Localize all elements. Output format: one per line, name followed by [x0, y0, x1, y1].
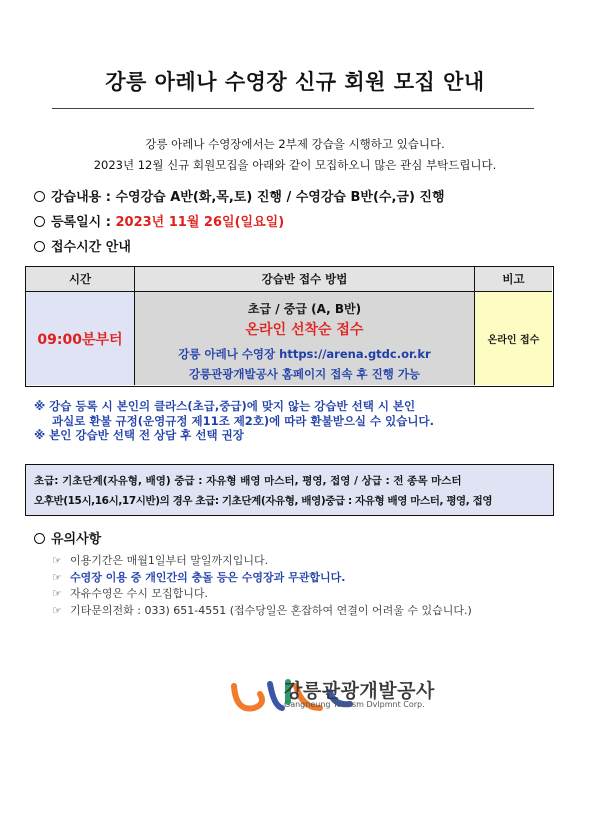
notes-heading: [34, 528, 101, 547]
notes-list: [52, 553, 472, 619]
notes-title: 유의사항: [51, 532, 102, 547]
logo-name-english: Gangneung Tourism Dvlpmnt Corp.: [284, 700, 425, 709]
list-item: [52, 570, 472, 587]
intro-text: [30, 134, 560, 176]
date-label: 등록일시 :: [51, 215, 116, 230]
date-value: 2023년 11월 26일(일요일): [115, 215, 285, 230]
logo-name-korean: 강릉관광개발공사: [284, 680, 435, 702]
method-cell: [135, 292, 475, 385]
header-time: 시간: [26, 267, 135, 292]
registration-table: [25, 266, 554, 387]
list-item: [52, 553, 472, 570]
warning-line-2: 과실로 환불 규정(운영규정 제11조 제2호)에 따라 환불받으실 수 있습니다.: [52, 413, 434, 428]
level-line-2: 오후반(15시,16시,17시반)의 경우 초급: 기초단계(자유형, 배영)중급 : 자유형 배영 마스터, 평영, 접영: [34, 495, 493, 507]
note-text: 이용기간은 매월1일부터 말일까지입니다.: [70, 554, 269, 567]
reception-time-heading: [34, 236, 131, 255]
header-method: 강습반 접수 방법: [135, 267, 475, 292]
note-text: 자유수영은 수시 모집합니다.: [70, 587, 209, 600]
title-divider: [52, 108, 534, 109]
warning-line-1: ※ 강습 등록 시 본인의 클라스(초급,중급)에 맞지 않는 강습반 선택 시 본인: [34, 399, 416, 413]
circle-bullet-icon: [34, 533, 45, 544]
note-cell: 온라인 접수: [475, 292, 552, 385]
time-cell: 09:00분부터: [26, 292, 135, 385]
pointing-hand-icon: ☞: [52, 570, 62, 584]
logo-shape-orange: [234, 686, 262, 709]
course-text: 강습내용 : 수영강습 A반(화,목,토) 진행 / 수영강습 B반(수,금) 진행: [51, 190, 445, 205]
level-line-1: 초급: 기초단계(자유형, 배영) 중급 : 자유형 배영 마스터, 평영, 접영 / 상급 : 전 종목 마스터: [34, 475, 462, 487]
circle-bullet-icon: [34, 241, 45, 252]
logo-shape-blue: [270, 684, 282, 708]
page-title: 강릉 아레나 수영장 신규 회원 모집 안내: [105, 70, 485, 94]
intro-line-1: 강릉 아레나 수영장에서는 2부제 강습을 시행하고 있습니다.: [145, 137, 445, 151]
warning-line-3: ※ 본인 강습반 선택 전 상담 후 선택 권장: [34, 428, 244, 442]
list-item: [52, 603, 472, 620]
circle-bullet-icon: [34, 191, 45, 202]
reception-time-text: 접수시간 안내: [51, 240, 131, 255]
circle-bullet-icon: [34, 216, 45, 227]
method-level: 초급 / 중급 (A, B반): [247, 302, 362, 316]
pointing-hand-icon: ☞: [52, 587, 62, 600]
method-homepage: 강릉관광개발공사 홈페이지 접속 후 진행 가능: [188, 367, 421, 381]
pointing-hand-icon: ☞: [52, 603, 62, 617]
method-online: 온라인 선착순 접수: [245, 322, 364, 338]
warning-notes: [34, 399, 554, 443]
registration-date: [34, 211, 284, 230]
note-text: 기타문의전화 : 033) 651-4551 (접수당일은 혼잡하여 연결이 어려울 수 있습니다.): [70, 603, 472, 617]
intro-line-2: 2023년 12월 신규 회원모집을 아래와 같이 모집하오니 많은 관심 부탁드립니다.: [93, 158, 497, 172]
pointing-hand-icon: ☞: [52, 554, 62, 567]
note-text: 수영장 이용 중 개인간의 충돌 등은 수영장과 무관합니다.: [70, 570, 346, 584]
method-website: 강릉 아레나 수영장 https://arena.gtdc.or.kr: [178, 347, 431, 361]
header-note: 비고: [475, 267, 552, 292]
level-description-box: [25, 464, 554, 516]
course-info: [34, 186, 445, 205]
list-item: [52, 586, 472, 603]
